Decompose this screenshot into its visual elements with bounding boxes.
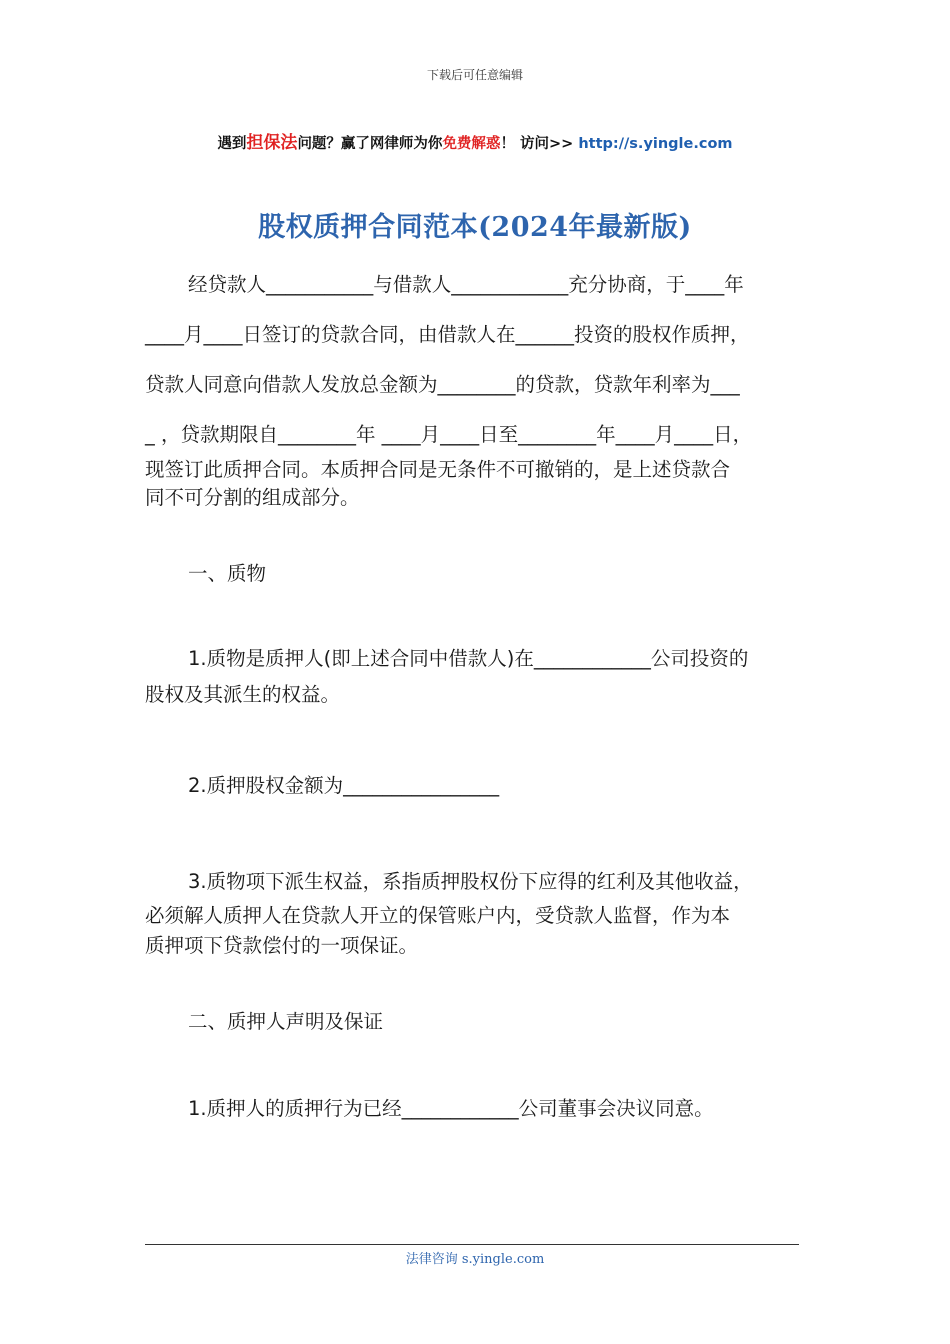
promo-highlight: 担保法 xyxy=(246,133,298,153)
promo-free: 免费解惑 xyxy=(442,136,501,152)
intro-line: ____月____日签订的贷款合同，由借款人在______投资的股权作质押， xyxy=(145,323,750,346)
intro-line: _ ，贷款期限自________年 ____月____日至________年____月____日， xyxy=(145,423,753,446)
page-header-note: 下载后可任意编辑 xyxy=(426,68,523,82)
section-1-item-1: 1.质物是质押人(即上述合同中借款人)在____________公司投资的 股权及其派生的权益。 xyxy=(145,647,749,706)
promo-link[interactable]: http://s.yingle.com xyxy=(578,136,733,152)
promo-mid: 问题？赢了网律师为你 xyxy=(297,136,443,152)
footer-divider xyxy=(145,1244,799,1245)
document-title: 股权质押合同范本(2024年最新版) xyxy=(258,212,692,243)
section-1-item-3: 3.质物项下派生权益，系指质押股权份下应得的红利及其他收益， 必须解人质押人在贷款人开立的保管账户内，受贷款人监督，作为本 质押项下贷款偿付的一项保证。 xyxy=(145,870,753,957)
footer-text[interactable]: 法律咨询 s.yingle.com xyxy=(405,1252,545,1267)
promo-banner xyxy=(0,128,950,153)
intro-line: 经贷款人___________与借款人____________充分协商，于____年 xyxy=(188,273,744,296)
intro-line: 现签订此质押合同。本质押合同是无条件不可撤销的，是上述贷款合 xyxy=(145,458,731,481)
section-2-heading: 二、质押人声明及保证 xyxy=(188,1010,384,1033)
intro-line: 同不可分割的组成部分。 xyxy=(145,486,360,509)
section-1-item-2: 2.质押股权金额为________________ xyxy=(188,774,500,797)
section-1-heading: 一、质物 xyxy=(188,562,267,585)
intro-paragraph xyxy=(145,268,807,512)
promo-post: ！ 访问>> xyxy=(500,136,579,152)
promo-pre: 遇到 xyxy=(217,136,247,152)
section-2-item-1: 1.质押人的质押行为已经____________公司董事会决议同意。 xyxy=(188,1097,714,1120)
intro-line: 贷款人同意向借款人发放总金额为________的贷款，贷款年利率为___ xyxy=(145,373,740,396)
